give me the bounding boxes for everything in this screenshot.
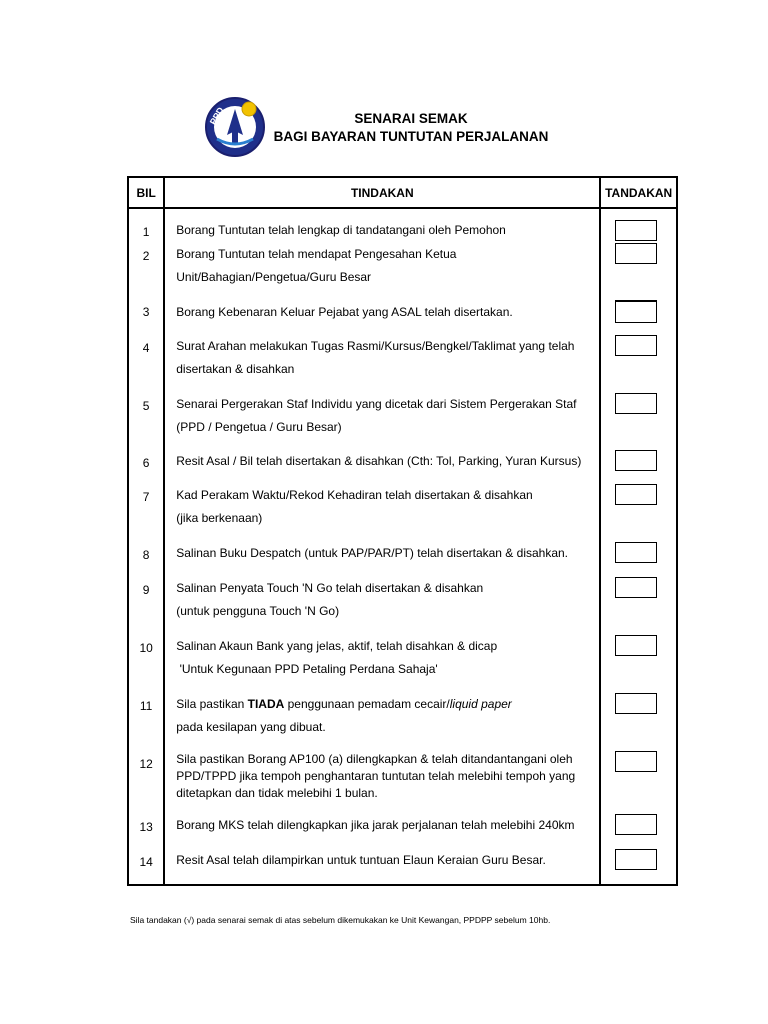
page-subtitle: BAGI BAYARAN TUNTUTAN PERJALANAN: [273, 129, 549, 144]
row-number: 5: [128, 393, 164, 450]
row-number: 10: [128, 635, 164, 693]
row-number: 3: [128, 301, 164, 335]
row-action-italic: liquid paper: [449, 697, 512, 711]
row-action-line: Unit/Bahagian/Pengetua/Guru Besar: [176, 270, 372, 284]
ppd-logo: [203, 95, 267, 157]
row-action-line: pada kesilapan yang dibuat.: [176, 720, 326, 734]
column-header-tindakan: TINDAKAN: [164, 177, 600, 208]
row-action: [164, 751, 600, 814]
row-check-cell: [600, 542, 677, 577]
row-action: [164, 814, 600, 849]
row-action-line: Salinan Penyata Touch 'N Go telah disertakan & disahkan: [176, 581, 484, 595]
row-action-text: penggunaan pemadam cecair/: [284, 697, 450, 711]
check-box[interactable]: [615, 849, 657, 870]
row-action-line: Surat Arahan melakukan Tugas Rasmi/Kursus/Bengkel/Taklimat yang telah: [176, 339, 575, 353]
table-row: [128, 243, 677, 301]
check-box[interactable]: [615, 484, 657, 505]
table-row: [128, 577, 677, 635]
table-row: [128, 814, 677, 849]
table-row: [128, 635, 677, 693]
table-row: [128, 301, 677, 335]
check-box[interactable]: [615, 751, 657, 772]
row-action-emphasis: TIADA: [247, 697, 285, 711]
column-header-bil: BIL: [128, 177, 164, 208]
row-number: 12: [128, 751, 164, 814]
page-title: SENARAI SEMAK: [354, 111, 468, 126]
check-box[interactable]: [615, 220, 657, 241]
row-action: [164, 542, 600, 577]
row-number: 6: [128, 450, 164, 484]
row-action-line: disertakan & disahkan: [176, 362, 295, 376]
row-check-cell: [600, 393, 677, 450]
logo-text: PPD: [207, 105, 226, 127]
row-check-cell: [600, 635, 677, 693]
column-header-tandakan: TANDAKAN: [600, 177, 677, 208]
row-action-line: Senarai Pergerakan Staf Individu yang dicetak dari Sistem Pergerakan Staf: [176, 397, 577, 411]
row-number: 4: [128, 335, 164, 393]
row-number: 11: [128, 693, 164, 751]
row-check-cell: [600, 849, 677, 885]
table-row: [128, 208, 677, 243]
row-number: 9: [128, 577, 164, 635]
row-action: [164, 301, 600, 335]
row-action: [164, 208, 600, 243]
row-action-line: [176, 693, 599, 716]
check-box[interactable]: [615, 577, 657, 598]
check-box[interactable]: [615, 814, 657, 835]
row-action-line: (untuk pengguna Touch 'N Go): [176, 604, 340, 618]
check-box[interactable]: [615, 542, 657, 563]
row-check-cell: [600, 577, 677, 635]
row-number: 1: [128, 208, 164, 243]
check-box[interactable]: [615, 300, 657, 323]
check-box[interactable]: [615, 243, 657, 264]
check-box[interactable]: [615, 335, 657, 356]
row-action: [164, 335, 600, 393]
row-action-line: Kad Perakam Waktu/Rekod Kehadiran telah disertakan & disahkan: [176, 488, 533, 502]
checklist-table: [127, 176, 678, 886]
row-action-line: Borang Tuntutan telah mendapat Pengesahan Ketua: [176, 247, 457, 261]
table-row: [128, 542, 677, 577]
check-box[interactable]: [615, 693, 657, 714]
check-box[interactable]: [615, 450, 657, 471]
row-action-line: Borang Kebenaran Keluar Pejabat yang ASAL telah disertakan.: [176, 305, 513, 319]
row-action: [164, 849, 600, 885]
table-row: [128, 484, 677, 542]
row-action-line: Borang MKS telah dilengkapkan jika jarak perjalanan telah melebihi 240km: [176, 818, 575, 832]
check-box[interactable]: [615, 393, 657, 414]
row-action: [164, 577, 600, 635]
row-action-line: 'Untuk Kegunaan PPD Petaling Perdana Sahaja': [176, 662, 438, 676]
table-row: [128, 393, 677, 450]
row-check-cell: [600, 450, 677, 484]
row-action: [164, 635, 600, 693]
row-number: 8: [128, 542, 164, 577]
table-row: [128, 849, 677, 885]
table-row: [128, 450, 677, 484]
row-number: 7: [128, 484, 164, 542]
row-action-line: Resit Asal / Bil telah disertakan & disahkan (Cth: Tol, Parking, Yuran Kursus): [176, 454, 582, 468]
row-action-line: Borang Tuntutan telah lengkap di tandatangani oleh Pemohon: [176, 223, 506, 237]
row-number: 2: [128, 243, 164, 301]
row-check-cell: [600, 243, 677, 301]
table-row: [128, 693, 677, 751]
row-number: 14: [128, 849, 164, 885]
row-action: [164, 450, 600, 484]
row-action-line: (jika berkenaan): [176, 511, 263, 525]
row-action-text: Sila pastikan: [176, 697, 248, 711]
row-action-line: Salinan Akaun Bank yang jelas, aktif, telah disahkan & dicap: [176, 639, 498, 653]
row-action-line: ditetapkan dan tidak melebihi 1 bulan.: [176, 786, 378, 800]
row-action-line: Sila pastikan Borang AP100 (a) dilengkapkan & telah ditandantangani oleh: [176, 752, 573, 766]
row-check-cell: [600, 208, 677, 243]
table-row: [128, 335, 677, 393]
row-number: 13: [128, 814, 164, 849]
row-action: [164, 243, 600, 301]
row-check-cell: [600, 335, 677, 393]
table-row: [128, 751, 677, 814]
table-header-row: [128, 177, 677, 208]
row-action: [164, 693, 600, 751]
row-action-line: PPD/TPPD jika tempoh penghantaran tuntutan telah melebihi tempoh yang: [176, 769, 576, 783]
footnote: Sila tandakan (√) pada senarai semak di atas sebelum dikemukakan ke Unit Kewangan, PPDPP sebelum 10hb.: [130, 915, 551, 925]
row-check-cell: [600, 814, 677, 849]
row-check-cell: [600, 693, 677, 751]
row-action-line: Salinan Buku Despatch (untuk PAP/PAR/PT) telah disertakan & disahkan.: [176, 546, 569, 560]
row-check-cell: [600, 484, 677, 542]
row-action-line: (PPD / Pengetua / Guru Besar): [176, 420, 342, 434]
row-action: [164, 484, 600, 542]
row-action: [164, 393, 600, 450]
check-box[interactable]: [615, 635, 657, 656]
row-action-line: Resit Asal telah dilampirkan untuk tuntuan Elaun Keraian Guru Besar.: [176, 853, 546, 867]
row-check-cell: [600, 301, 677, 335]
row-check-cell: [600, 751, 677, 814]
